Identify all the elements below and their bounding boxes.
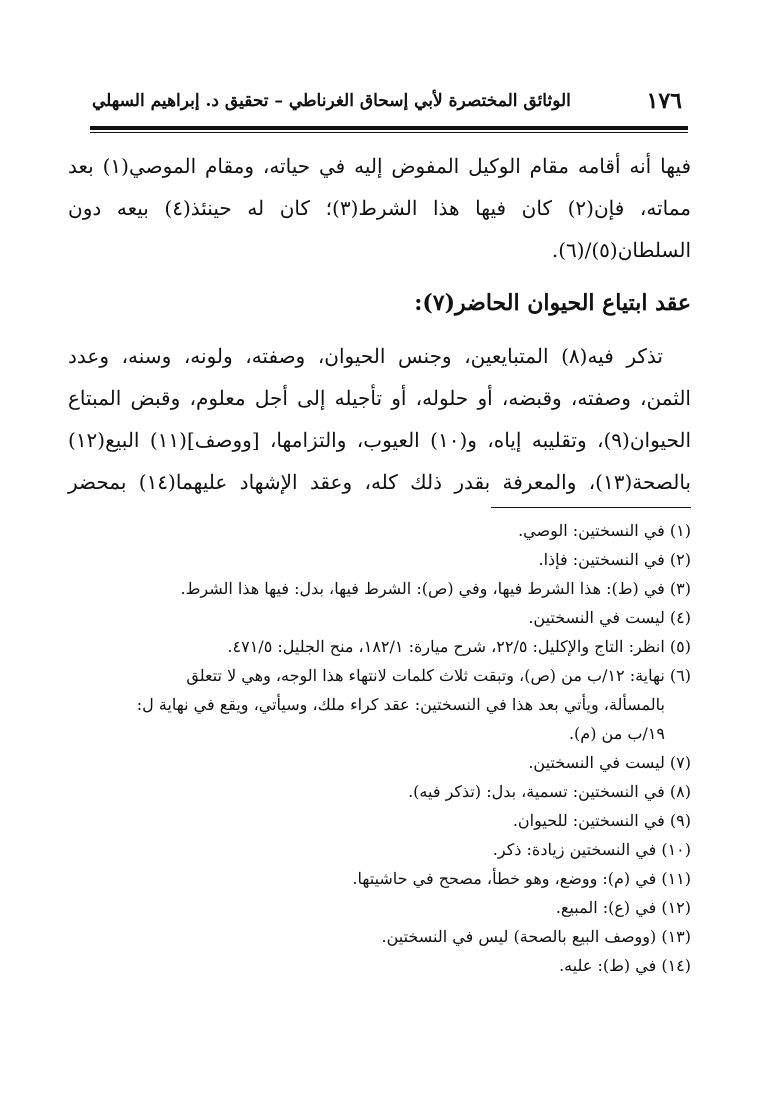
footnote: (١١) في (م): ووضع، وهو خطأ، مصحح في حاشيتها. [352,869,691,888]
footnote: (٣) في (ط): هذا الشرط فيها، وفي (ص): الشرط فيها، بدل: فيها هذا الشرط. [180,579,691,598]
footnote: (٢) في النسختين: فإذا. [538,550,691,569]
text-line: فيها أنه أقامه مقام الوكيل المفوض إليه في حياته، ومقام الموصي(١) بعد [68,154,692,178]
footnote: (١٣) (ووصف البيع بالصحة) ليس في النسختين. [381,927,691,946]
footnote: (١٤) في (ط): عليه. [559,956,691,975]
text-line: مماته، فإن(٢) كان فيها هذا الشرط(٣)؛ كان له حينئذ(٤) بيعه دون [68,196,691,220]
footnote: (١٢) في (ع): المبيع. [555,898,691,917]
footnote: (٦) نهاية: ١٢/ب من (ص)، وتبقت ثلاث كلمات لانتهاء هذا الوجه، وهي لا تتعلق [186,666,691,685]
header-rule-thick [90,126,688,130]
running-header [92,88,682,124]
running-title: الوثائق المختصرة لأبي إسحاق الغرناطي – تحقيق د. إبراهيم السهلي [92,91,571,111]
text-line: بالصحة(١٣)، والمعرفة بقدر ذلك كله، وعقد الإشهاد عليهما(١٤) بمحضر [68,470,691,494]
text-line: الثمن، وصفته، وقبضه، أو حلوله، أو تأجيله إلى أجل معلوم، وقبض المبتاع [68,386,691,410]
header-rule-thin [90,132,688,133]
footnote: (٩) في النسختين: للحيوان. [512,811,691,830]
text-line: السلطان(٥)/(٦). [551,238,691,262]
footnote: (١) في النسختين: الوصي. [518,521,691,540]
footnote-separator [491,507,691,508]
footnote: (٥) انظر: التاج والإكليل: ٢٢/٥، شرح ميارة: ١٨٢/١، منح الجليل: ٤٧١/٥. [227,637,691,656]
paragraph-continuation [68,145,691,271]
footnote-continuation: ١٩/ب من (م). [568,724,665,743]
footnote: (٤) ليست في النسختين. [528,608,691,627]
section-heading: عقد ابتياع الحيوان الحاضر(٧): [414,290,691,316]
footnote-continuation: بالمسألة، ويأتي بعد هذا في النسختين: عقد كراء ملك، وسيأتي، ويقع في نهاية ل: [136,695,665,714]
text-line: تذكر فيه(٨) المتبايعين، وجنس الحيوان، وصفته، ولونه، وسنه، وعدد [68,344,663,368]
paragraph-contract [68,335,691,503]
footnote: (٨) في النسختين: تسمية، بدل: (تذكر فيه). [408,782,691,801]
footnote: (١٠) في النسختين زيادة: ذكر. [492,840,691,859]
footnote: (٧) ليست في النسختين. [528,753,691,772]
page-number: ١٧٦ [646,88,682,114]
footnotes [68,516,691,980]
text-line: الحيوان(٩)، وتقليبه إياه، و(١٠) العيوب، والتزامها، [ووصف](١١) البيع(١٢) [68,428,692,452]
